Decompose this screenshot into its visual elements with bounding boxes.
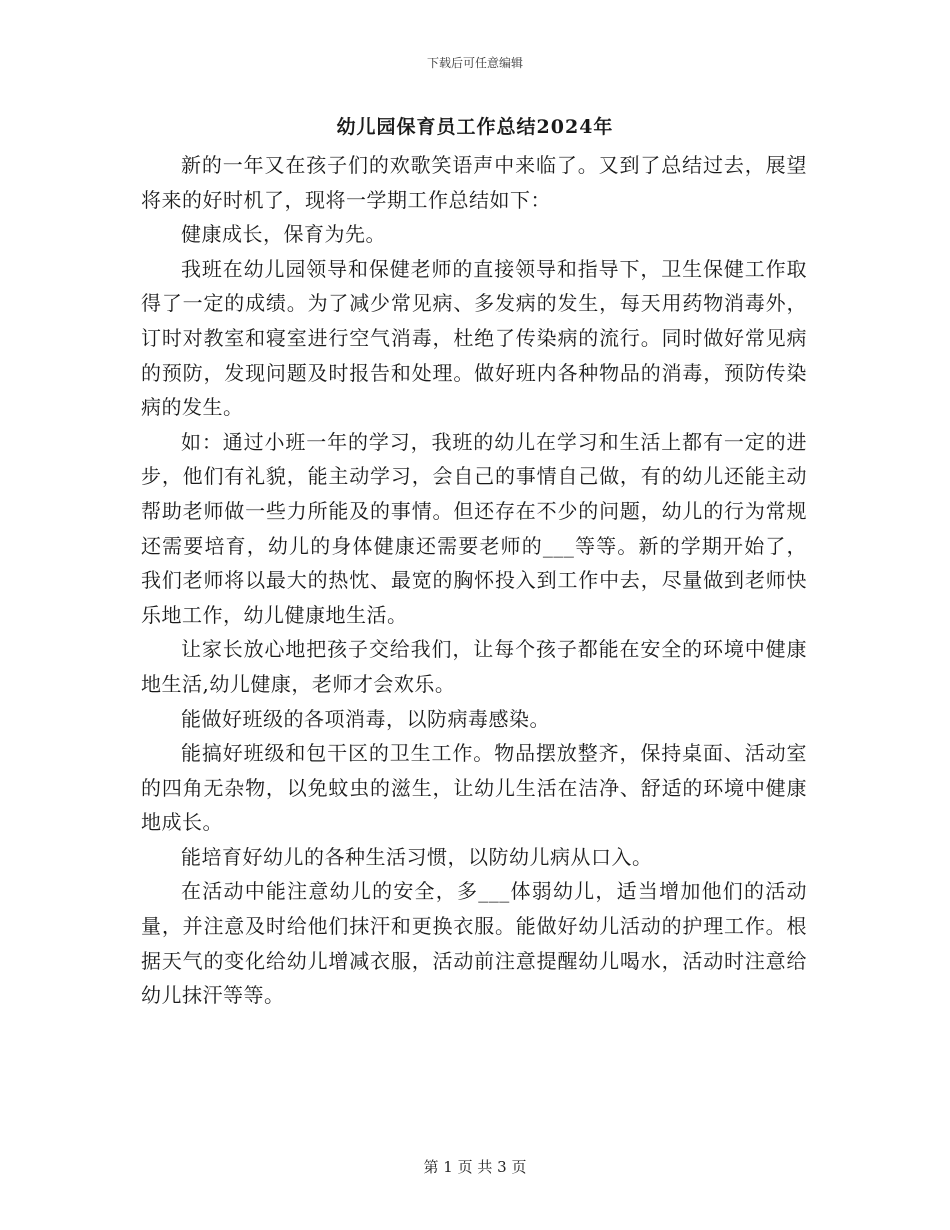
document-title: 幼儿园保育员工作总结2024年 <box>336 116 614 138</box>
paragraph-habits: 能培育好幼儿的各种生活习惯，以防幼儿病从口入。 <box>181 844 653 869</box>
paragraph-disinfection: 能做好班级的各项消毒，以防病毒感染。 <box>181 706 550 731</box>
paragraph-parents-trust: 让家长放心地把孩子交给我们，让每个孩子都能在安全的环境中健康地生活,幼儿健康，老师才会欢乐。 <box>141 637 807 696</box>
paragraph-hygiene-work: 我班在幼儿园领导和保健老师的直接领导和指导下，卫生保健工作取得了一定的成绩。为了减少常见病、多发病的发生，每天用药物消毒外，订时对教室和寝室进行空气消毒，杜绝了传染病的流行。同时做好常见病的预防，发现问题及时报告和处理。做好班内各种物品的消毒，预防传染病的发生。 <box>141 256 807 420</box>
document-body <box>141 148 807 1013</box>
paragraph-activity-safety: 在活动中能注意幼儿的安全，多___体弱幼儿，适当增加他们的活动量，并注意及时给他们抹汗和更换衣服。能做好幼儿活动的护理工作。根据天气的变化给幼儿增减衣服，活动前注意提醒幼儿喝水，活动时注意给幼儿抹汗等等。 <box>141 879 807 1008</box>
paragraph-progress: 如：通过小班一年的学习，我班的幼儿在学习和生活上都有一定的进步，他们有礼貌，能主动学习，会自己的事情自己做，有的幼儿还能主动帮助老师做一些力所能及的事情。但还存在不少的问题，幼儿的行为常规还需要培育，幼儿的身体健康还需要老师的___等等。新的学期开始了，我们老师将以最大的热忱、最宽的胸怀投入到工作中去，尽量做到老师快乐地工作，幼儿健康地生活。 <box>141 429 807 627</box>
paragraph-intro: 新的一年又在孩子们的欢歌笑语声中来临了。又到了总结过去，展望将来的好时机了，现将一学期工作总结如下： <box>141 153 807 212</box>
paragraph-health-first: 健康成长，保育为先。 <box>181 222 386 247</box>
header-note: 下载后可任意编辑 <box>426 56 523 70</box>
paragraph-cleaning: 能搞好班级和包干区的卫生工作。物品摆放整齐，保持桌面、活动室的四角无杂物，以免蚊虫的滋生，让幼儿生活在洁净、舒适的环境中健康地成长。 <box>141 741 807 835</box>
page-footer: 第 1 页 共 3 页 <box>423 1158 527 1176</box>
